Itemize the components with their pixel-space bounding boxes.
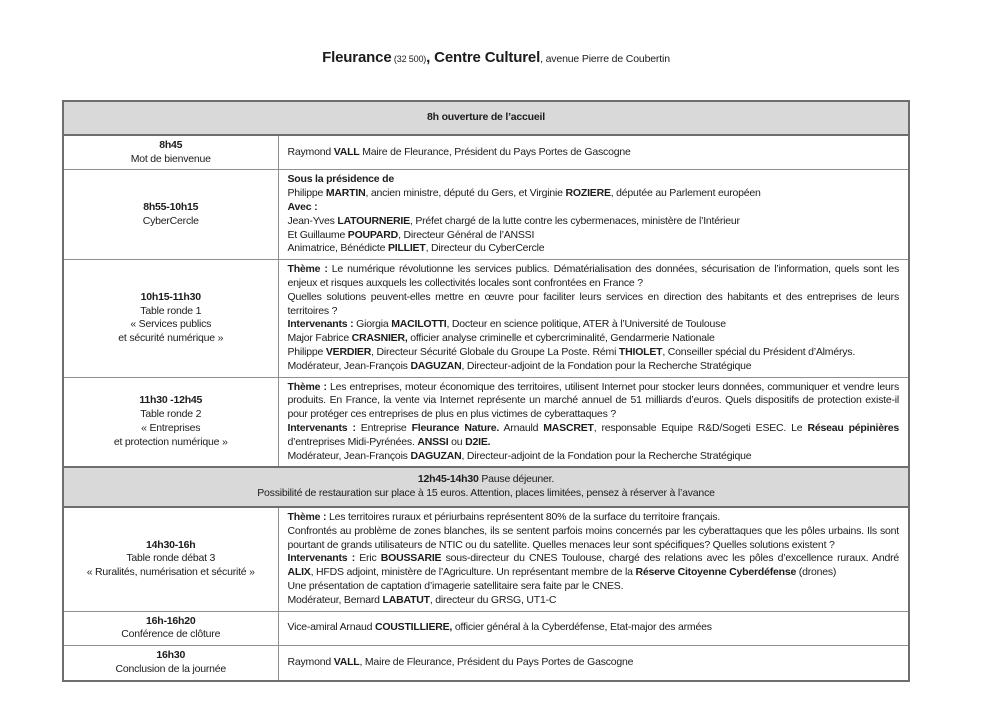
title-city: Fleurance bbox=[322, 49, 392, 66]
opening-banner-row bbox=[63, 101, 909, 135]
session-time: 16h30 bbox=[156, 649, 186, 662]
session-time: 10h15-11h30 bbox=[140, 290, 201, 303]
description-cell-welcome: Raymond VALL Maire de Fleurance, Président du Pays Portes de Gascogne bbox=[278, 135, 909, 170]
description-cell-cybercercle: Sous la présidence de Philippe MARTIN, ancien ministre, député du Gers, et Virginie ROZIERE, députée au Parlement européen Avec : Jean-Yves LATOURNERIE, Préfet chargé de la lutte contre les cybermenaces, ministère de l’Intérieur Et Guillaume POUPARD, Directeur Général de l’ANSSI Animatrice, Bénédicte PILLIET, Directeur du CyberCercle bbox=[278, 170, 909, 260]
time-cell-table-ronde-1 bbox=[63, 260, 278, 377]
session-subtitle: Conférence de clôture bbox=[121, 628, 221, 641]
description-cell-table-ronde-3: Thème : Les territoires ruraux et périurbains représentent 80% de la surface du territoire français. Confrontés au problème de zones blanches, ils se sentent parfois moins concernés par les cyberattaques que les pôles urbains. Ils sont pourtant de grands utilisateurs de NTIC ou du satellite. Quelles menaces leur sont spécifiques? Quelles solutions existent ? Intervenants : Eric BOUSSARIE sous-directeur du CNES Toulouse, chargé des relations avec les pôles d’excellence ruraux. André ALIX, HFDS adjoint, ministère de l’Agriculture. Un représentant membre de la Réserve Citoyenne Cyberdéfense (drones) Une présentation de captation d’imagerie satellitaire sera faite par le CNES. Modérateur, Bernard LABATUT, directeur du GRSG, UT1-C bbox=[278, 507, 909, 611]
session-subtitle: Table ronde débat 3 « Ruralités, numérisation et sécurité » bbox=[86, 552, 255, 579]
session-time: 14h30-16h bbox=[146, 538, 196, 551]
opening-banner-cell: 8h ouverture de l’accueil bbox=[63, 101, 909, 135]
session-row-table-ronde-3 bbox=[63, 507, 909, 611]
session-row-cloture bbox=[63, 611, 909, 646]
session-row-welcome bbox=[63, 135, 909, 170]
session-time: 16h-16h20 bbox=[146, 614, 196, 627]
lunch-banner-cell: 12h45-14h30 Pause déjeuner. Possibilité de restauration sur place à 15 euros. Attention, places limitées, pensez à réserver à l’avance bbox=[63, 467, 909, 507]
description-cell-cloture: Vice-amiral Arnaud COUSTILLIERE, officier général à la Cyberdéfense, Etat-major des armées bbox=[278, 611, 909, 646]
description-cell-conclusion: Raymond VALL, Maire de Fleurance, Président du Pays Portes de Gascogne bbox=[278, 646, 909, 681]
time-cell-table-ronde-2 bbox=[63, 377, 278, 467]
title-venue: Centre Culturel bbox=[434, 49, 541, 66]
session-subtitle: Table ronde 2 « Entreprises et protection numérique » bbox=[113, 408, 228, 448]
time-cell-table-ronde-3 bbox=[63, 507, 278, 611]
session-time: 8h45 bbox=[159, 138, 183, 151]
session-row-table-ronde-2 bbox=[63, 377, 909, 467]
time-cell-cloture bbox=[63, 611, 278, 646]
session-subtitle: Table ronde 1 « Services publics et sécurité numérique » bbox=[118, 304, 224, 345]
time-cell-cybercercle bbox=[63, 170, 278, 260]
description-cell-table-ronde-2: Thème : Les entreprises, moteur économique des territoires, utilisent Internet pour stocker leurs données, communiquer et vendre leurs produits. En France, la vente via Internet représente un marché annuel de 51 milliards d’euros. Quels dispositifs de protection existe-il pour protéger ces entreprises de plus en plus victimes de cyberattaques ? Intervenants : Entreprise Fleurance Nature. Arnauld MASCRET, responsable Equipe R&D/Sogeti ESEC. Le Réseau pépinières d’entreprises Midi-Pyrénées. ANSSI ou D2IE. Modérateur, Jean-François DAGUZAN, Directeur-adjoint de la Fondation pour la Recherche Stratégique bbox=[278, 377, 909, 467]
page-title bbox=[0, 49, 992, 67]
title-address: , avenue Pierre de Coubertin bbox=[540, 53, 670, 65]
session-time: 8h55-10h15 bbox=[143, 200, 199, 213]
session-row-table-ronde-1 bbox=[63, 260, 909, 377]
session-subtitle: CyberCercle bbox=[142, 214, 199, 227]
session-row-conclusion bbox=[63, 646, 909, 681]
description-cell-table-ronde-1: Thème : Le numérique révolutionne les services publics. Dématérialisation des données, sécurisation de l’information, quels sont les enjeux et risques auxquels les collectivités locales sont confrontées en France ? Quelles solutions peuvent-elles mettre en œuvre pour faciliter leurs services en direction des habitants et des entreprises de leurs territoires ? Intervenants : Giorgia MACILOTTI, Docteur en science politique, ATER à l’Université de Toulouse Major Fabrice CRASNIER, officier analyse criminelle et cybercriminalité, Gendarmerie Nationale Philippe VERDIER, Directeur Sécurité Globale du Groupe La Poste. Rémi THIOLET, Conseiller spécial du Président d’Almérys. Modérateur, Jean-François DAGUZAN, Directeur-adjoint de la Fondation pour la Recherche Stratégique bbox=[278, 260, 909, 377]
program-table bbox=[62, 100, 910, 682]
lunch-banner-row bbox=[63, 467, 909, 507]
session-subtitle: Mot de bienvenue bbox=[130, 152, 211, 165]
session-subtitle: Conclusion de la journée bbox=[115, 662, 227, 675]
time-cell-conclusion bbox=[63, 646, 278, 681]
session-time: 11h30 -12h45 bbox=[139, 394, 203, 407]
time-cell-welcome bbox=[63, 135, 278, 170]
session-row-cybercercle bbox=[63, 170, 909, 260]
title-separator: , bbox=[426, 49, 435, 66]
title-population: (32 500) bbox=[391, 54, 427, 64]
